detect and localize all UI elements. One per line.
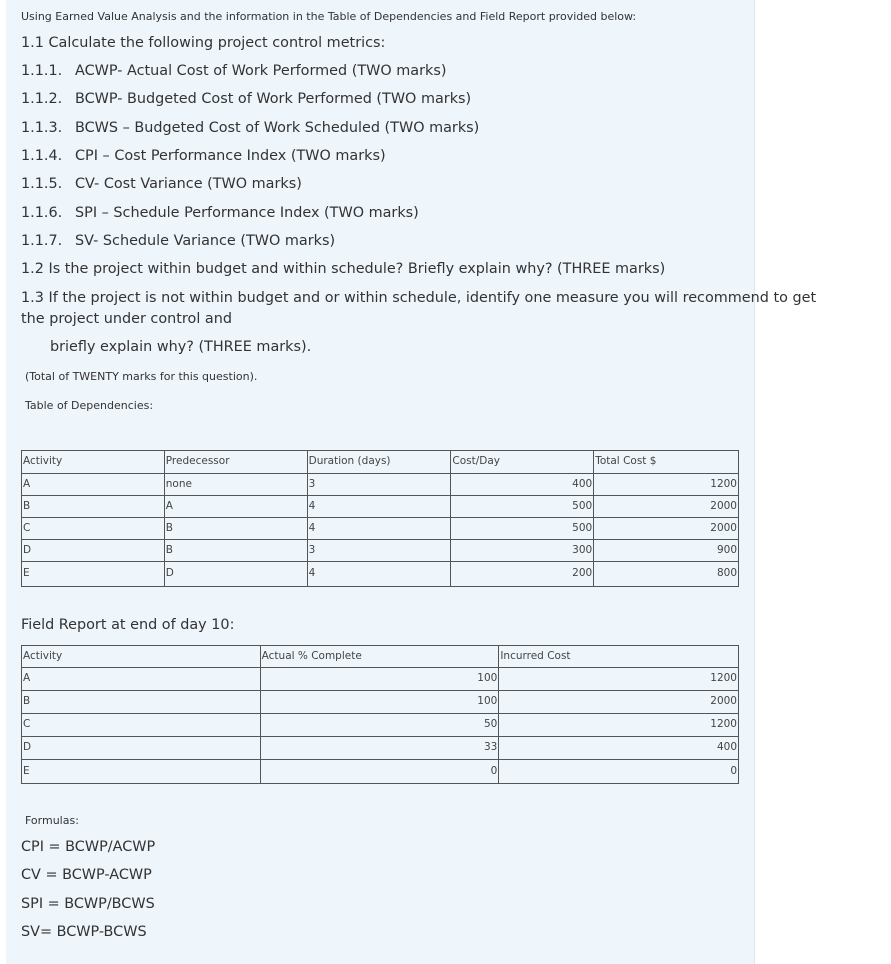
metric-number: 1.1.4. [21,148,63,164]
table-cell: 0 [260,760,499,784]
table-cell: 300 [451,540,594,562]
formula: SPI = BCWP/BCWS [21,896,155,912]
question-1-1-heading: 1.1 Calculate the following project control metrics: [21,35,386,51]
metric-text: BCWP- Budgeted Cost of Work Performed (TWO marks) [75,91,472,107]
metric-number: 1.1.1. [21,63,63,79]
table-cell: 400 [451,474,594,496]
metric-number: 1.1.7. [21,233,63,249]
table-row [22,562,739,587]
table-header-cell: Predecessor [164,451,307,474]
table-cell: E [22,760,261,784]
table-cell: D [22,737,261,760]
table-row [22,668,739,691]
table-cell: 4 [307,496,451,518]
intro-text: Using Earned Value Analysis and the information in the Table of Dependencies and Field Report provided below: [21,10,637,23]
metric-item [21,205,419,221]
table-header-cell: Duration (days) [307,451,451,474]
metric-item [21,120,479,136]
metric-text: ACWP- Actual Cost of Work Performed (TWO marks) [75,63,447,79]
metric-text: BCWS – Budgeted Cost of Work Scheduled (TWO marks) [75,120,480,136]
field-report-table [21,645,739,784]
table-cell: A [22,474,165,496]
question-1-3-line-1: 1.3 If the project is not within budget and or within schedule, identify one measure you will recommend to get [21,290,817,306]
table-row [22,714,739,737]
metric-item [21,91,471,107]
table-cell: B [164,540,307,562]
metric-text: CPI – Cost Performance Index (TWO marks) [75,148,386,164]
metric-number: 1.1.3. [21,120,63,136]
question-1-3-line-2: the project under control and [21,311,232,327]
table-cell: B [22,691,261,714]
formula: SV= BCWP-BCWS [21,924,147,940]
formula: CV = BCWP-ACWP [21,867,152,883]
table-cell: 33 [260,737,499,760]
table-cell: A [164,496,307,518]
table-row [22,540,739,562]
table-cell: C [22,714,261,737]
formula: CPI = BCWP/ACWP [21,839,156,855]
table-row [22,737,739,760]
table-row [22,474,739,496]
table-cell: 100 [260,691,499,714]
table-cell: 800 [594,562,739,587]
table-cell: 50 [260,714,499,737]
total-marks-note: (Total of TWENTY marks for this question). [25,370,258,383]
table-cell: D [164,562,307,587]
table-row [22,496,739,518]
table-cell: 900 [594,540,739,562]
table-header-cell: Activity [22,451,165,474]
table-cell: 1200 [594,474,739,496]
metric-item [21,176,302,192]
table-cell: 200 [451,562,594,587]
table-row [22,518,739,540]
table-cell: 1200 [499,668,739,691]
table-cell: 0 [499,760,739,784]
metric-item [21,233,335,249]
metric-text: SV- Schedule Variance (TWO marks) [75,233,336,249]
table-row [22,760,739,784]
metric-number: 1.1.5. [21,176,63,192]
formulas-title: Formulas: [25,814,79,827]
metric-text: CV- Cost Variance (TWO marks) [75,176,302,192]
dependencies-title: Table of Dependencies: [25,399,154,412]
metric-number: 1.1.6. [21,205,63,221]
table-header-row [22,451,739,474]
table-cell: B [22,496,165,518]
metric-text: SPI – Schedule Performance Index (TWO marks) [75,205,419,221]
dependencies-table [21,450,739,587]
table-cell: B [164,518,307,540]
table-row [22,691,739,714]
table-cell: 3 [307,540,451,562]
table-cell: 3 [307,474,451,496]
metric-item [21,63,446,79]
table-cell: E [22,562,165,587]
table-cell: D [22,540,165,562]
table-header-row [22,646,739,668]
table-cell: none [164,474,307,496]
table-header-cell: Actual % Complete [260,646,499,668]
table-cell: A [22,668,261,691]
metric-number: 1.1.2. [21,91,63,107]
table-header-cell: Activity [22,646,261,668]
field-report-title: Field Report at end of day 10: [21,617,235,633]
table-cell: 500 [451,496,594,518]
table-cell: 2000 [594,518,739,540]
table-header-cell: Cost/Day [451,451,594,474]
table-cell: 4 [307,562,451,587]
table-cell: C [22,518,165,540]
table-header-cell: Total Cost $ [594,451,739,474]
table-cell: 2000 [594,496,739,518]
table-cell: 2000 [499,691,739,714]
table-header-cell: Incurred Cost [499,646,739,668]
table-cell: 400 [499,737,739,760]
question-1-3-line-3: briefly explain why? (THREE marks). [50,339,312,355]
metric-item [21,148,386,164]
table-cell: 4 [307,518,451,540]
table-cell: 1200 [499,714,739,737]
table-cell: 100 [260,668,499,691]
question-1-2: 1.2 Is the project within budget and within schedule? Briefly explain why? (THREE marks) [21,261,666,277]
table-cell: 500 [451,518,594,540]
